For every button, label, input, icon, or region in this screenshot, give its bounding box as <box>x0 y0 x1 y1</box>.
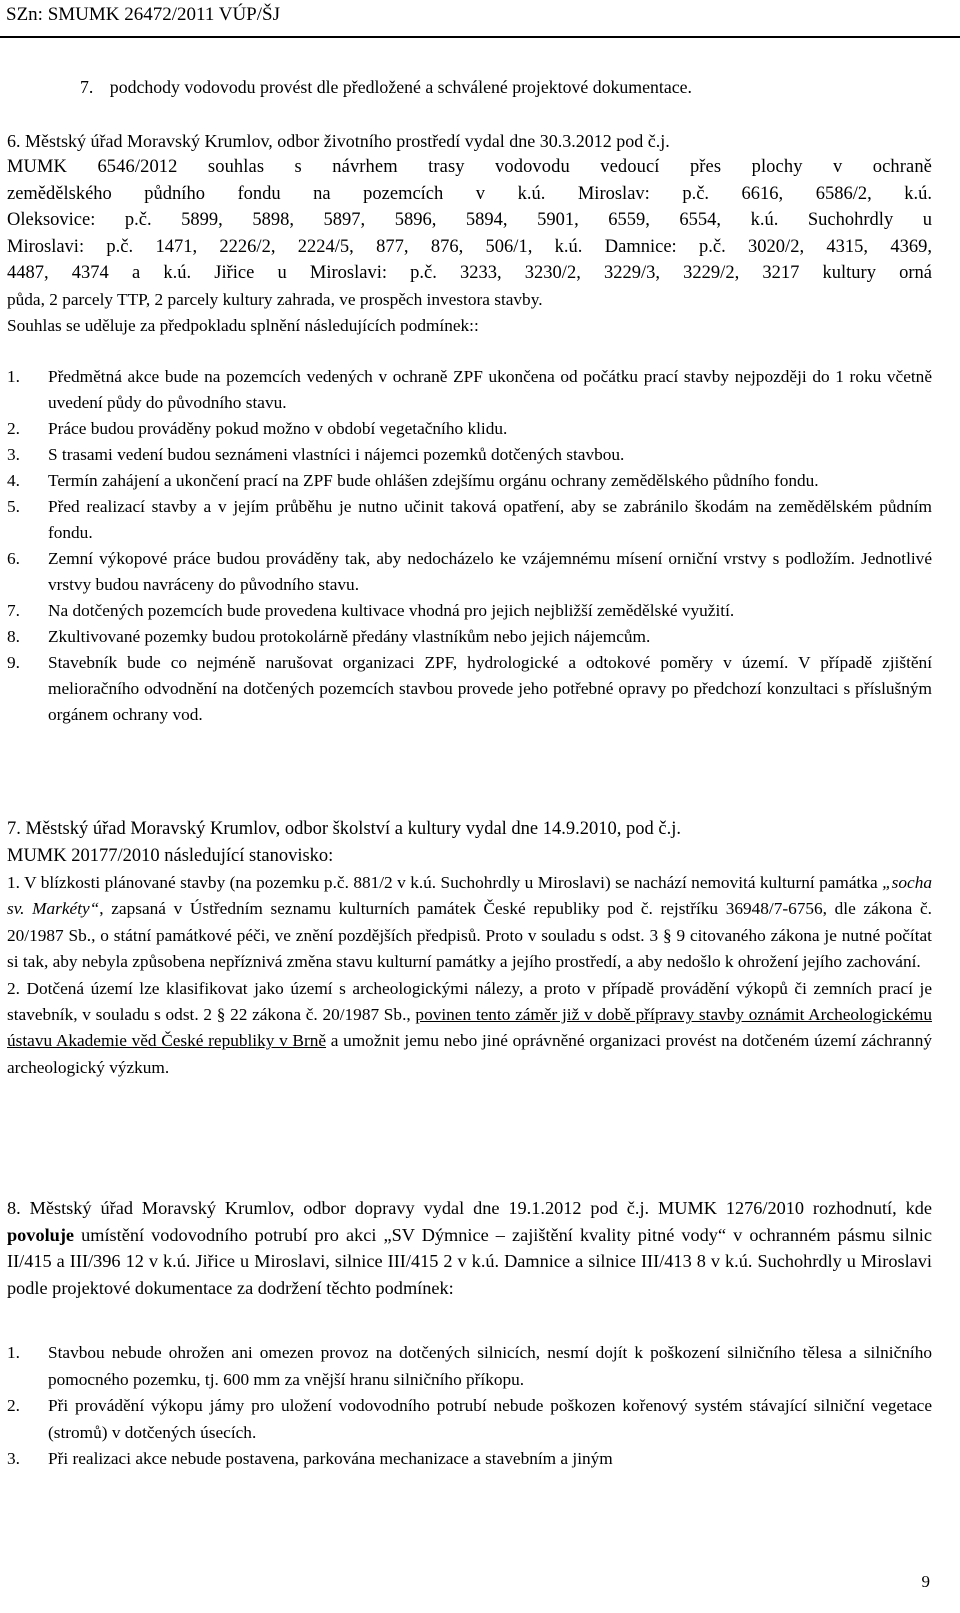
page-number: 9 <box>921 1572 930 1591</box>
list-item: 2. Při provádění výkopu jámy pro uložení vodovodního potrubí nebude poškozen kořenový systém stávající silniční vegetace (stromů) v dotčených úsecích. <box>7 1396 932 1442</box>
section-6-line-2: zemědělského půdního fondu na pozemcích v k.ú. Miroslav: p.č. 6616, 6586/2, k.ú. <box>7 183 932 204</box>
list-item: 8. Zkultivované pozemky budou protokolárně předány vlastníkům nebo jejich nájemcům. <box>7 627 651 646</box>
list-item: 6. Zemní výkopové práce budou prováděny tak, aby nedocházelo ke vzájemnému mísení orniční vrstvy s podložím. Jednotlivé vrstvy budou navráceny do původního stavu. <box>7 549 932 594</box>
list-item: 7. Na dotčených pozemcích bude provedena kultivace vhodná pro jejich nejbližší zemědělské využití. <box>7 601 735 620</box>
section-6-condition-intro: Souhlas se uděluje za předpokladu splnění následujících podmínek:: <box>7 315 479 335</box>
section-6-line-5: 4487, 4374 a k.ú. Jiřice u Miroslavi: p.č. 3233, 3230/2, 3229/3, 3229/2, 3217 kultury orná <box>7 263 932 283</box>
list-item: 1. Předmětná akce bude na pozemcích vedených v ochraně ZPF ukončena od počátku prací stavby nejpozději do 1 roku včetně uvedení půdy do původního stavu. <box>7 367 932 412</box>
document-header <box>0 0 960 38</box>
section-6-heading: 6. Městský úřad Moravský Krumlov, odbor životního prostředí vydal dne 30.3.2012 pod č.j. <box>7 131 670 151</box>
list-item: 2. Práce budou prováděny pokud možno v období vegetačního klidu. <box>7 419 508 438</box>
section-7-heading-2: MUMK 20177/2010 následující stanovisko: <box>7 846 334 866</box>
section-6-line-4: Miroslavi: p.č. 1471, 2226/2, 2224/5, 877, 876, 506/1, k.ú. Damnice: p.č. 3020/2, 4315, 4369, <box>7 236 932 257</box>
section-6-conditions <box>7 364 932 728</box>
section-6-line-3: Oleksovice: p.č. 5899, 5898, 5897, 5896, 5894, 5901, 6559, 6554, k.ú. Suchohrdly u <box>7 210 932 230</box>
section-6-line-1: MUMK 6546/2012 souhlas s návrhem trasy vodovodu vedoucí přes plochy v ochraně <box>7 157 932 177</box>
list-item: 3. Při realizaci akce nebude postavena, parkována mechanizace a stavebním a jiným <box>7 1449 613 1468</box>
section-7-heading: 7. Městský úřad Moravský Krumlov, odbor školství a kultury vydal dne 14.9.2010, pod č.j. <box>7 819 681 839</box>
header-rule <box>0 36 960 38</box>
section-8-conditions <box>7 1340 932 1473</box>
item-7-continuation: 7. podchody vodovodu provést dle předložené a schválené projektové dokumentace. <box>80 77 692 97</box>
section-7 <box>7 816 932 1081</box>
section-8-heading: 8. Městský úřad Moravský Krumlov, odbor dopravy vydal dne 19.1.2012 pod č.j. MUMK 1276/2010 rozhodnutí, kde povoluje umístění vodovodního potrubí pro akci „SV Dýmnice – zajištění kvality pitné vody“ v ochranném pásmu silnic II/415 a III/396 12 v k.ú. Jiřice u Miroslavi, silnice III/415 2 v k.ú. Damnice a silnice III/413 8 v k.ú. Suchohrdly u Miroslavi podle projektové dokumentace za dodržení těchto podmínek: <box>7 1198 932 1298</box>
section-6-line-6: půda, 2 parcely TTP, 2 parcely kultury zahrada, ve prospěch investora stavby. <box>7 289 543 309</box>
section-7-paragraph-2: 2. Dotčená území lze klasifikovat jako území s archeologickými nálezy, a proto v případě provádění výkopů či zemních prací je stavebník, v souladu s odst. 2 § 22 zákona č. 20/1987 Sb., povinen tento záměr již v době přípravy stavby oznámit Archeologickému ústavu Akademie věd České republiky v Brně a umožnit jemu nebo jiné oprávněné organizaci provést na dotčeném území záchranný archeologický výzkum. <box>7 978 932 1077</box>
list-item: 3. S trasami vedení budou seznámeni vlastníci i nájemci pozemků dotčených stavbou. <box>7 445 625 464</box>
list-item: 1. Stavbou nebude ohrožen ani omezen provoz na dotčených silnicích, nesmí dojít k poškození silničního tělesa a silničního pomocného pozemku, tj. 600 mm za vnější hranu silničního příkopu. <box>7 1343 932 1389</box>
list-item: 5. Před realizací stavby a v jejím průběhu je nutno učinit taková opatření, aby se zabránilo škodám na zemědělském půdním fondu. <box>7 497 932 542</box>
section-6 <box>7 128 932 339</box>
section-8 <box>7 1195 932 1301</box>
reference-number: SZn: SMUMK 26472/2011 VÚP/ŠJ <box>6 4 280 25</box>
list-item: 9. Stavebník bude co nejméně narušovat organizaci ZPF, hydrologické a odtokové poměry v území. V případě zjištění melioračního odvodnění na dotčených pozemcích stavbou provede jeho potřebné opravy po předchozí konzultaci s příslušným orgánem ochrany vod. <box>7 653 932 724</box>
list-item: 4. Termín zahájení a ukončení prací na ZPF bude ohlášen zdejšímu orgánu ochrany zemědělského půdního fondu. <box>7 471 819 490</box>
section-7-paragraph-1: 1. V blízkosti plánované stavby (na pozemku p.č. 881/2 v k.ú. Suchohrdly u Miroslavi) se nachází nemovitá kulturní památka „socha sv. Markéty“, zapsaná v Ústředním seznamu kulturních památek České republiky pod č. rejstříku 36948/7-6756, dle zákona č. 20/1987 Sb., o státní památkové péči, ve znění pozdějších předpisů. Proto v souladu s odst. 3 § 9 citovaného zákona je nutné počítat si tak, aby nebyla způsobena nepříznivá změna stavu kulturní památky a jejího prostředí, a aby nedošlo k ohrožení jejího zachování. <box>7 873 932 972</box>
